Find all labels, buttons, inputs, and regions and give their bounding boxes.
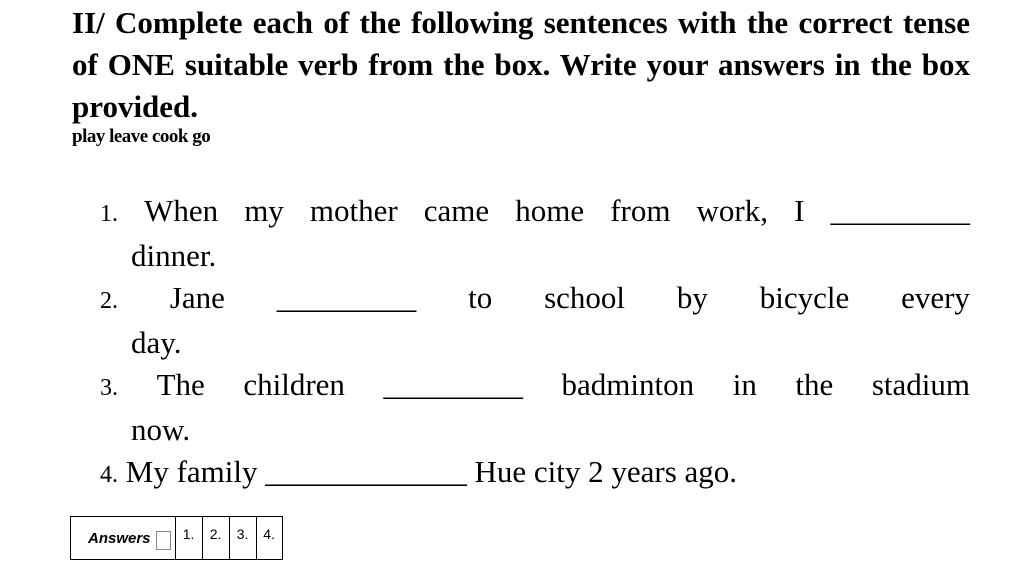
sentence-text: Hue city 2 years ago. (474, 454, 738, 489)
word: The (156, 367, 205, 402)
sentence-item-2 (100, 277, 970, 364)
word: my (244, 193, 284, 228)
word: in (732, 367, 757, 402)
sentence-list (100, 190, 970, 496)
word: to (468, 280, 493, 315)
word: the (795, 367, 834, 402)
answer-cell-2[interactable]: 2. (202, 517, 229, 559)
word: When (144, 193, 219, 228)
sentence-text: My family (125, 454, 258, 489)
word: every (901, 280, 970, 315)
word: by (676, 280, 708, 315)
word: home (515, 193, 585, 228)
word-box: play leave cook go (72, 126, 211, 147)
answer-cell-1[interactable]: 1. (175, 517, 202, 559)
word: mother (309, 193, 398, 228)
sentence-continuation: day. (131, 325, 182, 360)
word: children (243, 367, 345, 402)
word: bicycle (759, 280, 850, 315)
answer-cell-4[interactable]: 4. (256, 517, 282, 559)
answer-blank[interactable]: _________ (383, 367, 523, 402)
word: stadium (871, 367, 970, 402)
word: from (610, 193, 671, 228)
answers-table (70, 516, 283, 560)
sentence-item-1 (100, 190, 970, 277)
word: Jane (169, 280, 225, 315)
item-number: 4. (100, 462, 118, 488)
word: came (423, 193, 490, 228)
answer-blank[interactable]: _________ (276, 280, 417, 315)
sentence-item-4 (100, 451, 970, 496)
item-number: 1. (100, 201, 118, 227)
sentence-item-3 (100, 364, 970, 451)
exercise-heading: II/ Complete each of the following sentences with the correct tense of ONE suitable verb from the box. Write your answers in the box provided. (72, 5, 970, 124)
sentence-continuation: now. (131, 412, 191, 447)
checkbox-icon (156, 531, 171, 550)
item-number: 3. (100, 375, 118, 401)
word: work, (696, 193, 769, 228)
item-number: 2. (100, 288, 118, 314)
word: school (544, 280, 626, 315)
answer-blank[interactable]: _____________ (265, 454, 467, 489)
word: I (794, 193, 805, 228)
answers-label: Answers (88, 529, 151, 547)
answer-blank[interactable]: _________ (830, 193, 970, 228)
word: badminton (561, 367, 695, 402)
answer-cell-3[interactable]: 3. (229, 517, 256, 559)
sentence-continuation: dinner. (131, 238, 217, 273)
